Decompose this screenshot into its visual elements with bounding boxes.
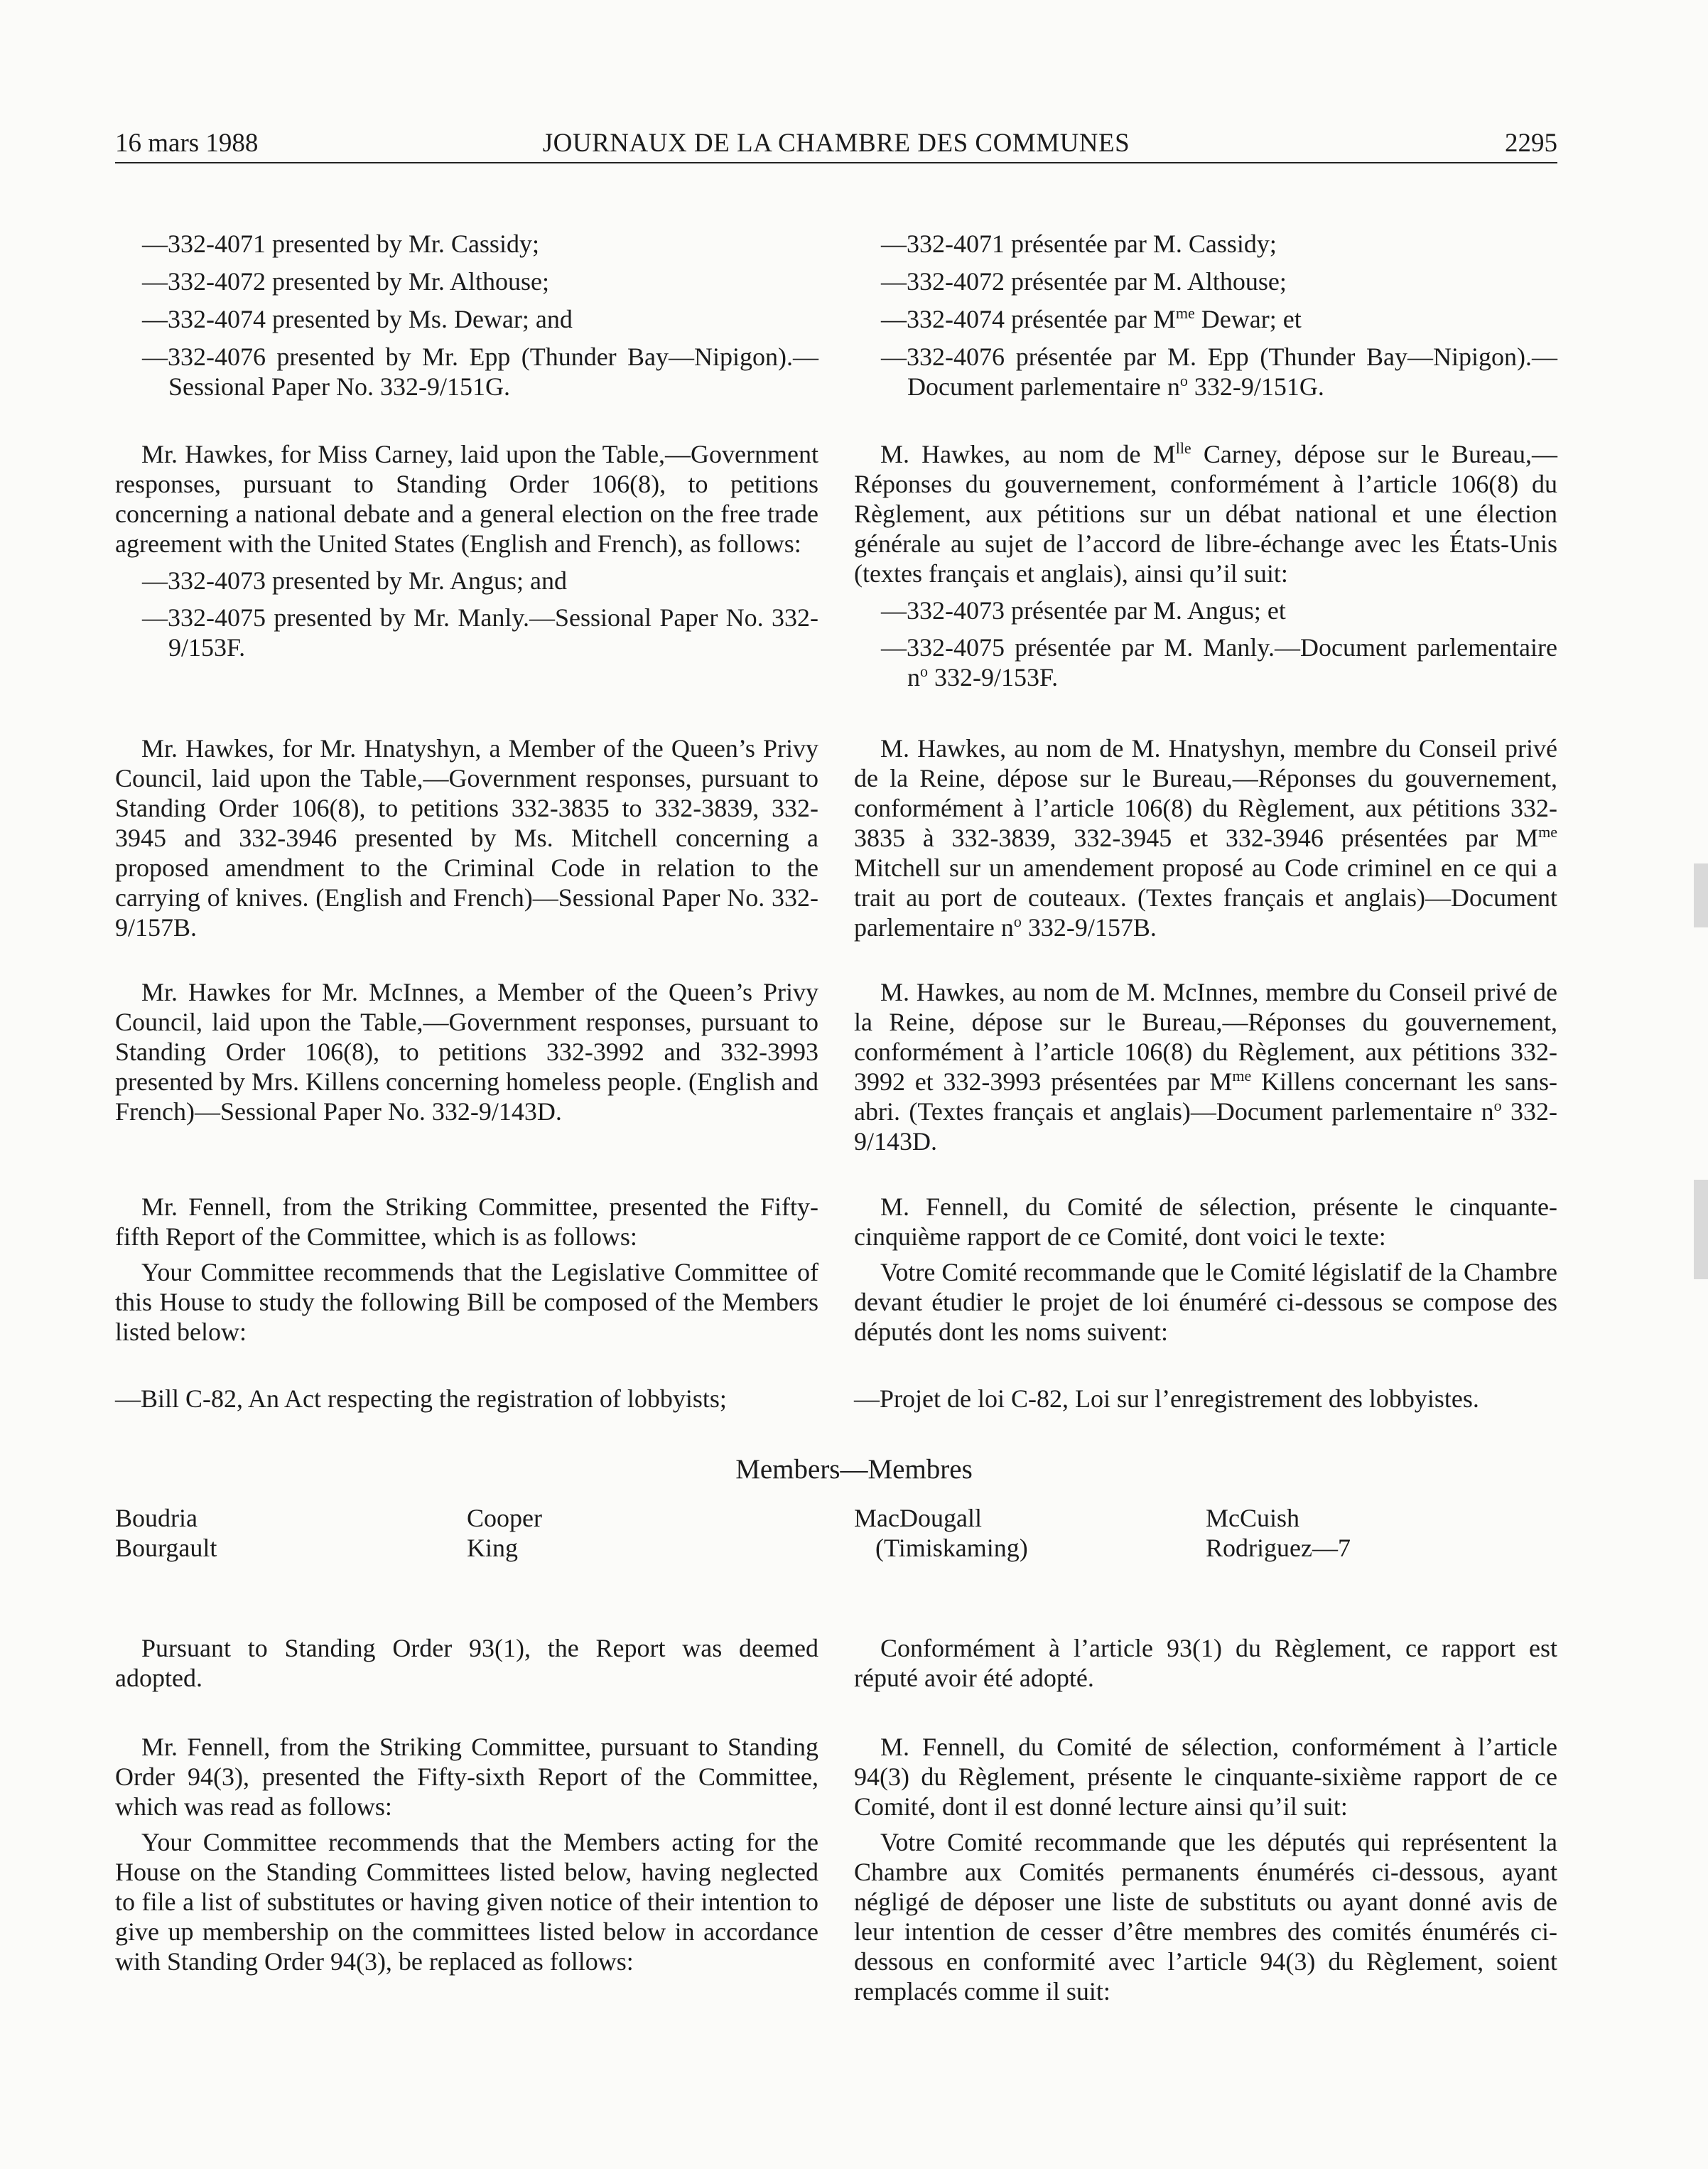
paragraph: M. Fennell, du Comité de sélection, présente le cinquante-cinquième rapport de ce Comité, dont voici le texte: — [854, 1193, 1557, 1251]
header-date: 16 mars 1988 — [115, 129, 259, 158]
paragraph: Mr. Fennell, from the Striking Committee, presented the Fifty-fifth Report of the Committee, which is as follows: — [115, 1193, 818, 1251]
petitions-a-fr — [854, 229, 1557, 402]
hnatyshyn-en — [115, 733, 818, 942]
paragraph: Your Committee recommends that the Members acting for the House on the Standing Committees listed below, having neglected to file a list of substitutes or having given notice of their intention to give up membership on the committees listed below in accordance with Standing Order 94(3), be replaced as follows: — [115, 1828, 818, 1976]
members-column-2 — [467, 1503, 542, 1563]
fennell55-fr — [854, 1192, 1557, 1414]
petitions-a-en — [115, 229, 818, 402]
petition-item: —332-4075 presented by Mr. Manly.—Sessional Paper No. 332-9/153F. — [142, 603, 818, 662]
petition-item: —332-4076 présentée par M. Epp (Thunder Bay—Nipigon).—Document parlementaire $n^o$ 332-9/151G. — [881, 343, 1557, 401]
fennell55-en — [115, 1192, 818, 1414]
paragraph: Mr. Hawkes for Mr. McInnes, a Member of the Queen’s Privy Council, laid upon the Table,—Government responses, pursuant to Standing Order 106(8), to petitions 332-3992 and 332-3993 presented by Mrs. Killens concerning homeless people. (English and French)—Sessional Paper No. 332-9/143D. — [115, 978, 818, 1126]
mcinnes-fr — [854, 977, 1557, 1156]
member-name: Cooper — [467, 1504, 542, 1532]
member-name: King — [467, 1534, 518, 1562]
member-name: Rodriguez—7 — [1206, 1534, 1351, 1562]
page-number: 2295 — [1505, 129, 1557, 158]
paragraph: Mr. Hawkes, for Mr. Hnatyshyn, a Member of the Queen’s Privy Council, laid upon the Table,—Government responses, pursuant to Standing Order 106(8), to petitions 332-3835 to 332-3839, 332-3945 and 332-3946 presented by Ms. Mitchell concerning a proposed amendment to the Criminal Code in relation to the carrying of knives. (English and French)—Sessional Paper No. 332-9/157B. — [115, 734, 818, 942]
members-heading: Members—Membres — [735, 1454, 973, 1485]
petition-item: —332-4073 présentée par M. Angus; et — [881, 596, 1286, 625]
member-riding: (Timiskaming) — [875, 1534, 1028, 1562]
running-header — [115, 128, 1557, 163]
member-name: Bourgault — [115, 1534, 217, 1562]
hnatyshyn-fr — [854, 733, 1557, 942]
petition-item: —332-4074 présentée par $M^{me}$ Dewar; et — [881, 304, 1302, 333]
bill-line: —Projet de loi C-82, Loi sur l’enregistrement des lobbyistes. — [854, 1384, 1479, 1413]
petition-item: —332-4071 presented by Mr. Cassidy; — [142, 230, 539, 258]
adopted-en — [115, 1633, 818, 1693]
bill-line: —Bill C-82, An Act respecting the registration of lobbyists; — [115, 1384, 727, 1413]
carney-fr — [854, 439, 1557, 692]
member-name: MacDougall — [854, 1504, 982, 1532]
scan-mark — [1694, 863, 1708, 927]
scan-mark — [1694, 1180, 1708, 1279]
fennell56-fr — [854, 1732, 1557, 2006]
paragraph: Pursuant to Standing Order 93(1), the Report was deemed adopted. — [115, 1634, 818, 1692]
paragraph: Votre Comité recommande que le Comité législatif de la Chambre devant étudier le projet de loi énuméré ci-dessous se compose des députés dont les noms suivent: — [854, 1258, 1557, 1346]
member-name: Boudria — [115, 1504, 198, 1532]
header-title: JOURNAUX DE LA CHAMBRE DES COMMUNES — [542, 129, 1130, 158]
petition-item: —332-4073 presented by Mr. Angus; and — [142, 566, 567, 595]
members-column-4 — [1206, 1503, 1351, 1563]
paragraph: Mr. Hawkes, for Miss Carney, laid upon the Table,—Government responses, pursuant to Standing Order 106(8), to petitions concerning a national debate and a general election on the free trade agreement with the United States (English and French), as follows: — [115, 440, 818, 558]
paragraph: Your Committee recommends that the Legislative Committee of this House to study the following Bill be composed of the Members listed below: — [115, 1258, 818, 1346]
petition-item: —332-4072 présentée par M. Althouse; — [881, 267, 1287, 296]
paragraph: M. Hawkes, au nom de M. Hnatyshyn, membre du Conseil privé de la Reine, dépose sur le Bureau,—Réponses du gouvernement, conformément à l’article 106(8) du Règlement, aux pétitions 332-3835 à 332-3839, 332-3945 et 332-3946 présentées par $M^{me}$ Mitchell sur un amendement proposé au Code criminel en ce qui a trait au port de couteaux. (Textes français et anglais)—Document parlementaire $n^o$ 332-9/157B. — [854, 734, 1557, 942]
paragraph: M. Fennell, du Comité de sélection, conformément à l’article 94(3) du Règlement, présente le cinquante-sixième rapport de ce Comité, dont il est donné lecture ainsi qu’il suit: — [854, 1733, 1557, 1821]
fennell56-en — [115, 1732, 818, 1976]
adopted-fr — [854, 1633, 1557, 1693]
member-name: McCuish — [1206, 1504, 1300, 1532]
paragraph: M. Hawkes, au nom de $M^{lle}$ Carney, dépose sur le Bureau,—Réponses du gouvernement, conformément à l’article 106(8) du Règlement, aux pétitions sur un débat national et une élection générale au sujet de l’accord de libre-échange avec les États-Unis (textes français et anglais), ainsi qu’il suit: — [854, 439, 1557, 588]
carney-en — [115, 439, 818, 662]
mcinnes-en — [115, 977, 818, 1126]
paragraph: Mr. Fennell, from the Striking Committee, pursuant to Standing Order 94(3), presented the Fifty-sixth Report of the Committee, which was read as follows: — [115, 1733, 818, 1821]
paragraph: M. Hawkes, au nom de M. McInnes, membre du Conseil privé de la Reine, dépose sur le Bureau,—Réponses du gouvernement, conformément à l’article 106(8) du Règlement, aux pétitions 332-3992 et 332-3993 présentées par $M^{me}$ Killens concernant les sans-abri. (Textes français et anglais)—Document parlementaire $n^o$ 332-9/143D. — [854, 978, 1557, 1156]
paragraph: Votre Comité recommande que les députés qui représentent la Chambre aux Comités permanents énumérés ci-dessous, ayant négligé de déposer une liste de substituts ou ayant donné avis de leur intention de cesser d’être membres des comités énumérés ci-dessous en conformité avec l’article 94(3) du Règlement, soient remplacés comme il suit: — [854, 1828, 1557, 2006]
petition-item: —332-4074 presented by Ms. Dewar; and — [142, 305, 573, 333]
paragraph: Conformément à l’article 93(1) du Règlement, ce rapport est réputé avoir été adopté. — [854, 1634, 1557, 1692]
members-column-1 — [115, 1503, 217, 1563]
members-column-3 — [854, 1503, 1028, 1563]
petition-item: —332-4076 presented by Mr. Epp (Thunder Bay—Nipigon).—Sessional Paper No. 332-9/151G. — [142, 343, 818, 401]
petition-item: —332-4071 présentée par M. Cassidy; — [881, 230, 1277, 258]
petition-item: —332-4072 presented by Mr. Althouse; — [142, 267, 549, 296]
petition-item: —332-4075 présentée par M. Manly.—Document parlementaire $n^o$ 332-9/153F. — [881, 633, 1557, 691]
